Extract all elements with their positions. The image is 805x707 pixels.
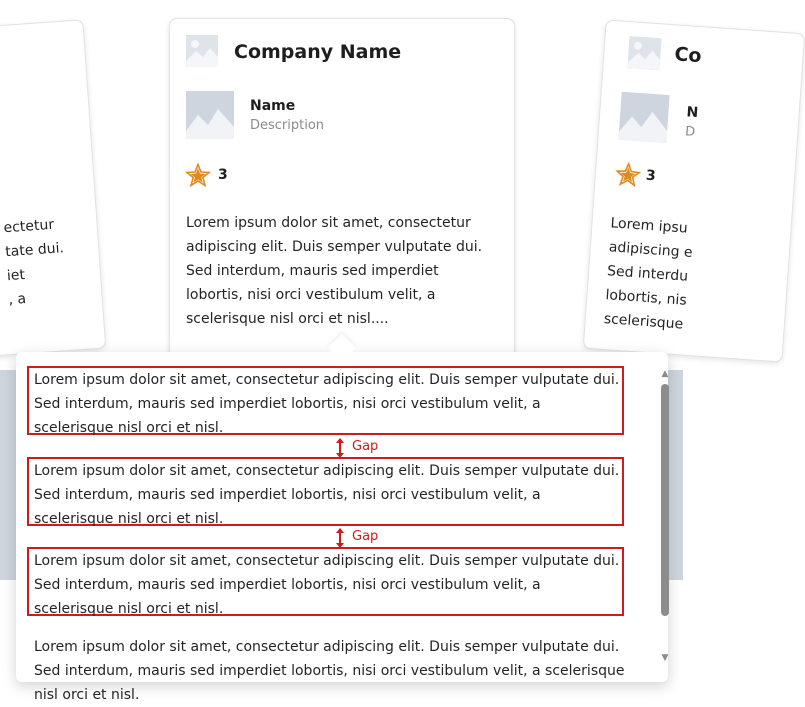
- card-left-line: tate dui.: [4, 240, 65, 261]
- card-left-line: ectetur: [3, 216, 55, 237]
- card-left-line: iet: [6, 266, 26, 285]
- person-description: D: [684, 124, 696, 140]
- text-popup[interactable]: [16, 352, 668, 703]
- gap-label: Gap: [352, 529, 379, 544]
- double-arrow-icon: [333, 527, 347, 549]
- scroll-thumb[interactable]: [661, 384, 669, 616]
- popup-paragraph: Lorem ipsum dolor sit amet, consectetur adipiscing elit. Duis semper vulputate dui. Sed interdum, mauris sed imperdiet lobortis, nisi orci vestibulum velit, a scelerisque nisl orci et nisl.: [34, 639, 625, 703]
- popup-paragraph: Lorem ipsum dolor sit amet, consectetur adipiscing elit. Duis semper vulputate dui. Sed interdum, mauris sed imperdiet lobortis, nisi orci vestibulum velit, a scelerisque nisl orci et nisl.: [27, 366, 624, 435]
- avatar-icon: [186, 91, 234, 139]
- popup-paragraph: Lorem ipsum dolor sit amet, consectetur adipiscing elit. Duis semper vulputate dui. Sed interdum, mauris sed imperdiet lobortis, nisi orci vestibulum velit, a scelerisque nisl orci et nisl.: [27, 547, 624, 616]
- scroll-down-arrow-icon[interactable]: ▼: [661, 653, 669, 663]
- rating-value: 3: [645, 167, 657, 185]
- person-name: N: [685, 104, 699, 122]
- company-name: Company Name: [234, 41, 402, 63]
- card-right-line: lobortis, nis: [604, 287, 688, 309]
- card-right-line: scelerisque: [603, 311, 684, 333]
- popup-scroll-area[interactable]: [16, 352, 650, 703]
- star-icon: [186, 163, 210, 187]
- card-right-line: adipiscing e: [608, 239, 694, 262]
- person-name: Name: [250, 98, 296, 114]
- card-right-line: Sed interdu: [606, 263, 689, 285]
- image-placeholder-icon: [186, 35, 218, 67]
- card-center-text: Lorem ipsum dolor sit amet, consectetur adipiscing elit. Duis semper vulputate dui. Sed interdum, mauris sed imperdiet lobortis, nisi orci vestibulum velit, a scelerisque nisl orci et nisl....: [186, 215, 483, 327]
- card-right-line: Lorem ipsu: [609, 215, 689, 237]
- star-icon: [615, 162, 641, 188]
- card-left[interactable]: [0, 19, 106, 362]
- card-center[interactable]: [169, 18, 515, 358]
- popup-paragraph: Lorem ipsum dolor sit amet, consectetur adipiscing elit. Duis semper vulputate dui. Sed interdum, mauris sed imperdiet lobortis, nisi orci vestibulum velit, a scelerisque nisl orci et nisl.: [27, 457, 624, 526]
- avatar-icon: [618, 92, 669, 143]
- card-left-text: [3, 210, 104, 312]
- gap-label: Gap: [352, 439, 379, 454]
- gap-annotation: [333, 437, 393, 459]
- company-name: Co: [673, 43, 703, 68]
- gap-annotation: [333, 527, 393, 549]
- image-placeholder-icon: [627, 36, 661, 70]
- double-arrow-icon: [333, 437, 347, 459]
- scroll-up-arrow-icon[interactable]: ▲: [661, 369, 669, 379]
- popup-scrollbar[interactable]: [659, 368, 671, 664]
- rating-value: 3: [218, 167, 228, 183]
- card-right[interactable]: [583, 19, 805, 362]
- card-right-text: [603, 211, 791, 343]
- person-description: Description: [250, 118, 325, 133]
- card-left-line: , a: [8, 290, 27, 309]
